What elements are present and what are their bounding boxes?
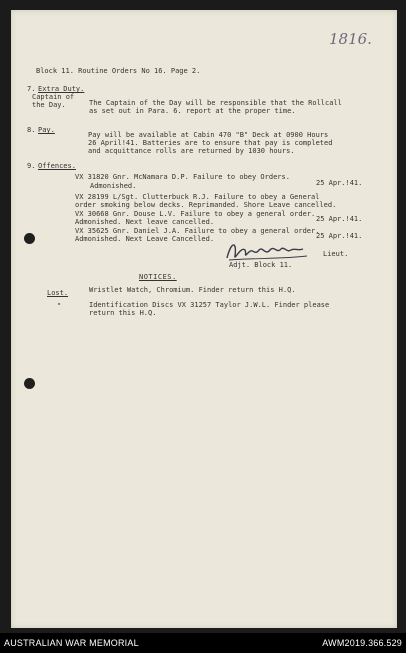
orders-header: Block 11. Routine Orders No 16. Page 2.: [36, 67, 201, 75]
offence-3-line-1: VX 30668 Gnr. Douse L.V. Failure to obey a general order.: [75, 210, 316, 218]
offence-1-line-1: VX 31820 Gnr. McNamara D.P. Failure to obey Orders.: [75, 173, 290, 181]
id-discs-line-1: Identification Discs VX 31257 Taylor J.W.L. Finder please: [89, 301, 330, 309]
footer-bar: [0, 633, 406, 653]
item-7-title: Extra Duty.: [38, 85, 85, 93]
punch-hole-bottom: [24, 378, 35, 389]
item-7-line-1: The Captain of the Day will be responsible that the Rollcall: [89, 99, 342, 107]
offence-2-line-2: order smoking below decks. Reprimanded. Shore Leave cancelled.: [75, 201, 337, 209]
offence-4-line-2: Admonished. Next Leave Cancelled.: [75, 235, 215, 243]
notices-heading: NOTICES.: [139, 273, 177, 281]
item-7-number: 7.: [27, 85, 36, 93]
item-8-title: Pay.: [38, 126, 55, 134]
signature-rank: Lieut.: [323, 250, 349, 258]
offence-1-line-2: Admonished.: [90, 182, 137, 190]
signature-title: Adjt. Block 11.: [229, 261, 293, 269]
offence-4-date: 25 Apr.!41.: [316, 232, 363, 240]
lost-label: Lost.: [47, 289, 69, 297]
item-8-number: 8.: [27, 126, 36, 134]
item-8-line-3: and acquittance rolls are returned by 1030 hours.: [88, 147, 295, 155]
offence-1-date: 25 Apr.!41.: [316, 179, 363, 187]
lost-line: Wristlet Watch, Chromium. Finder return this H.Q.: [89, 286, 296, 294]
item-8-line-1: Pay will be available at Cabin 470 "B" Deck at 0900 Hours: [88, 131, 329, 139]
pencil-number: 1816.: [329, 30, 372, 48]
footer-accession: AWM2019.366.529: [322, 638, 402, 648]
item-7-line-2: as set out in Para. 6. report at the proper time.: [89, 107, 296, 115]
footer-source: AUSTRALIAN WAR MEMORIAL: [4, 638, 139, 648]
item-7-side: Captain of the Day.: [32, 93, 75, 109]
document-page: [11, 10, 397, 628]
offence-3-date: 25 Apr.!41.: [316, 215, 363, 223]
offence-3-line-2: Admonished. Next leave cancelled.: [75, 218, 215, 226]
offence-2-line-1: VX 28199 L/Sgt. Clutterbuck R.J. Failure to obey a General: [75, 193, 320, 201]
offence-4-line-1: VX 35625 Gnr. Daniel J.A. Failure to obey a general order.: [75, 227, 320, 235]
item-8-line-2: 26 April!41. Batteries are to ensure that pay is completed: [88, 139, 333, 147]
item-9-number: 9.: [27, 162, 36, 170]
id-discs-line-2: return this H.Q.: [89, 309, 157, 317]
punch-hole-top: [24, 233, 35, 244]
notice-bullet: ": [57, 302, 62, 310]
item-9-title: Offences.: [38, 162, 76, 170]
